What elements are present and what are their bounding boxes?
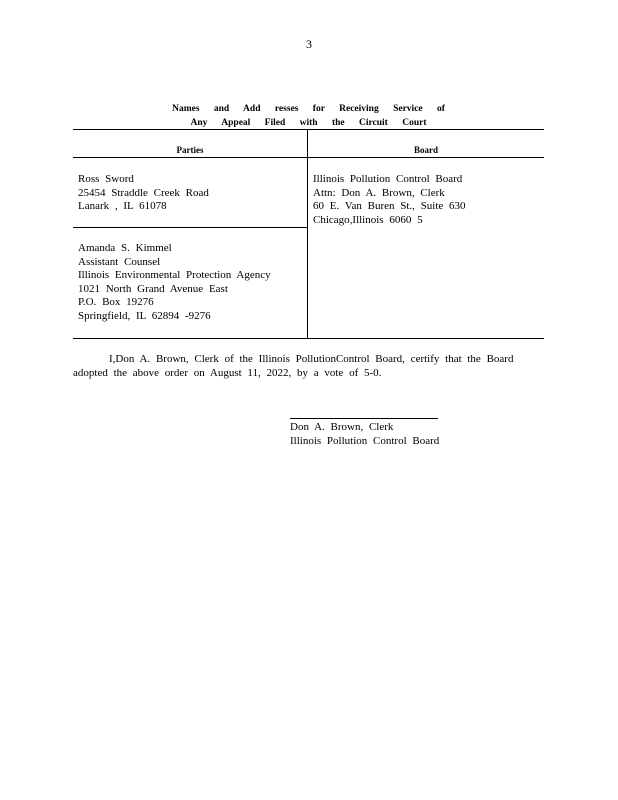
signature-line xyxy=(290,418,438,419)
signature-block xyxy=(290,421,439,448)
address-line: Springfield, IL 62894 -9276 xyxy=(78,309,211,322)
heading-rule xyxy=(73,157,544,158)
address-line: Illinois Environmental Protection Agency xyxy=(78,269,271,282)
service-list-heading xyxy=(73,102,544,130)
signer-organization: Illinois Pollution Control Board xyxy=(290,434,440,447)
heading-line-2: Any Appeal Filed with the Circuit Court xyxy=(190,118,427,128)
address-line: Lanark , IL 61078 xyxy=(78,200,167,213)
certification-line-1: I,Don A. Brown, Clerk of the Illinois PollutionControl Board, certify that the Board xyxy=(109,353,514,365)
address-line: Amanda S. Kimmel xyxy=(78,242,172,254)
heading-line-1: Names and Add resses for Receiving Service of xyxy=(172,104,445,114)
address-line: Assistant Counsel xyxy=(78,255,161,268)
service-table xyxy=(73,129,544,339)
address-line: Chicago,Illinois 6060 5 xyxy=(313,213,423,226)
certification-line-2: adopted the above order on August 11, 2022, by a vote of 5-0. xyxy=(73,367,382,379)
parties-column-heading: Parties xyxy=(176,145,204,155)
address-line: P.O. Box 19276 xyxy=(78,296,154,309)
page-number: 3 xyxy=(306,37,312,51)
address-line: 25454 Straddle Creek Road xyxy=(78,186,209,199)
signer-name: Don A. Brown, Clerk xyxy=(290,421,394,433)
board-address xyxy=(313,173,466,227)
address-line: Illinois Pollution Control Board xyxy=(313,173,463,185)
address-line: Ross Sword xyxy=(78,173,134,185)
address-line: 60 E. Van Buren St., Suite 630 xyxy=(313,200,466,213)
party-address-ross-sword xyxy=(78,173,209,214)
party-separator-rule xyxy=(73,227,307,228)
clerk-certification xyxy=(73,352,514,380)
party-address-amanda-kimmel xyxy=(78,242,271,324)
address-line: 1021 North Grand Avenue East xyxy=(78,282,228,295)
column-divider xyxy=(307,130,308,338)
board-column-heading: Board xyxy=(413,145,438,155)
address-line: Attn: Don A. Brown, Clerk xyxy=(313,186,445,199)
